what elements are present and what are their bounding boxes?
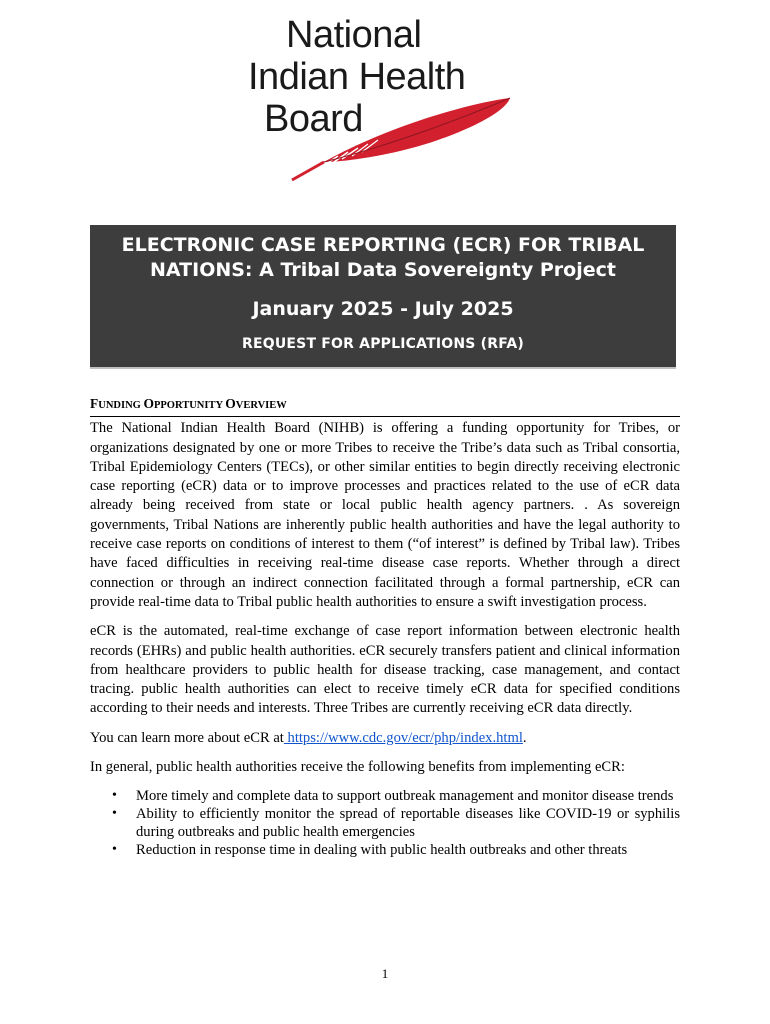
- paragraph-ecr-definition: eCR is the automated, real-time exchange of case report information between electronic health records (EHRs) and public health authorities. eCR securely transfers patient and clinical information from healthcare providers to public health for disease tracking, case management, and contact tracing. public health authorities can elect to receive timely eCR data for specified conditions according to their needs and interests. Three Tribes are currently receiving eCR data directly.: [90, 623, 680, 717]
- banner-subtitle: REQUEST FOR APPLICATIONS (RFA): [241, 336, 524, 352]
- nihb-logo: [248, 14, 528, 182]
- logo-line-indian-health: Indian Health: [248, 56, 466, 98]
- paragraph-benefits-intro: In general, public health authorities receive the following benefits from implementing eCR:: [90, 759, 625, 776]
- cdc-ecr-link[interactable]: https://www.cdc.gov/ecr/php/index.html: [283, 729, 523, 746]
- bullet-icon: •: [112, 788, 117, 804]
- list-item: • Reduction in response time in dealing with public health outbreaks and other threats: [112, 842, 628, 859]
- benefits-list: [90, 787, 680, 859]
- list-item: • More timely and complete data to support outbreak management and monitor disease trends: [112, 788, 674, 805]
- bullet-icon: •: [112, 806, 117, 822]
- bullet-icon: •: [112, 842, 117, 858]
- page-number: 1: [381, 966, 389, 981]
- title-banner: [90, 225, 676, 369]
- section-heading: FUNDING OPPORTUNITY OVERVIEW: [90, 394, 680, 417]
- paragraph-learn-more: You can learn more about eCR at https://www.cdc.gov/ecr/php/index.html.: [90, 729, 527, 746]
- list-item: • Ability to efficiently monitor the spread of reportable diseases like COVID-19 or syphilis during outbreaks and public health emergencies: [112, 806, 680, 841]
- document-body: [90, 394, 680, 859]
- banner-title: ELECTRONIC CASE REPORTING (ECR) FOR TRIBAL NATIONS: A Tribal Data Sovereignty Project: [121, 234, 645, 281]
- logo-line-board: Board: [264, 98, 363, 140]
- banner-dates: January 2025 - July 2025: [252, 298, 514, 320]
- logo-line-national: National: [286, 14, 422, 56]
- paragraph-overview: The National Indian Health Board (NIHB) is offering a funding opportunity for Tribes, or organizations designated by one or more Tribes to receive the Tribe’s data such as Tribal consortia, Tribal Epidemiology Centers (TECs), or other similar entities to begin directly receiving electronic case reporting (eCR) data or to improve processes and practices related to the use of eCR data already being received from state or local public health agency partners. . As sovereign governments, Tribal Nations are inherently public health authorities and have the legal authority to receive case reports on conditions of interest to them (“of interest” is defined by Tribal law). Tribes have faced difficulties in receiving real-time disease case reports. Whether through a direct connection or through an indirect connection facilitated through a formal partnership, eCR can provide real-time data to Tribal public health authorities to ensure a swift investigation process.: [90, 420, 680, 610]
- feather-icon: [278, 92, 518, 184]
